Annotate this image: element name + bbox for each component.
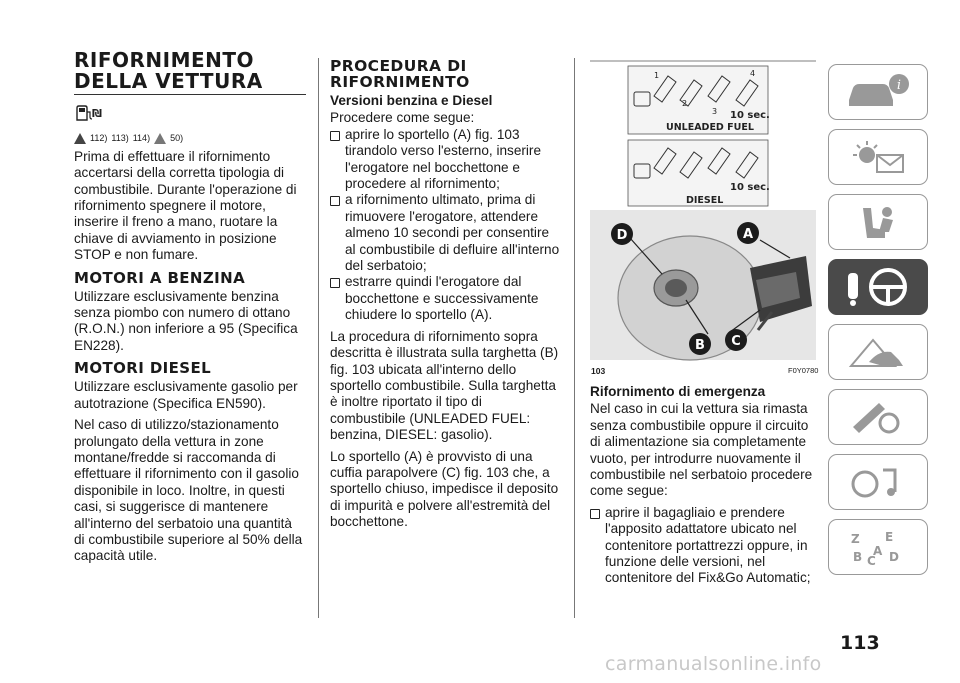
index-letters-icon [843, 527, 913, 567]
list-item-text: a rifornimento ultimato, prima di rimuovere l'erogatore, attendere almeno 10 secondi per consentire al combustibile di defluire all'interno del serbatoio; [345, 192, 560, 274]
tab-emergency[interactable] [828, 324, 928, 380]
emergency-text: Nel caso in cui la vettura sia rimasta senza combustibile oppure il circuito di alimentazione sia completamente vuoto, per introdurre nuovamente il combustibile nel serbatoio procedere come segue: [590, 401, 813, 499]
column-divider [318, 58, 319, 618]
tab-starting-driving[interactable] [828, 259, 928, 315]
environment-icon [154, 133, 166, 144]
key-steering-icon [838, 265, 918, 309]
callout-label: D [616, 228, 628, 243]
list-item [590, 505, 816, 587]
page-number: 113 [840, 632, 880, 654]
procedure-para-2: Lo sportello (A) è provvisto di una cuffia parapolvere (C) fig. 103 che, a sportello chiuso, impedisce il deposito di impurità e polvere all'estremità del bocchettone. [330, 448, 559, 530]
procedure-lead: Procedere come segue: [330, 110, 475, 126]
diesel-label: DIESEL [686, 195, 724, 206]
svg-text:Z: Z [851, 532, 860, 546]
unleaded-label: UNLEADED FUEL [666, 122, 754, 133]
procedure-subtitle: Versioni benzina e Diesel [330, 93, 493, 108]
warning-references [74, 130, 306, 146]
svg-text:C: C [867, 554, 876, 567]
list-item-text: estrarre quindi l'erogatore dal bocchettone e successivamente chiudere lo sportello (A). [345, 274, 539, 323]
service-tools-icon [843, 397, 913, 437]
svg-text:i: i [896, 78, 902, 93]
svg-text:A: A [873, 544, 883, 558]
warning-ref[interactable]: 114) [132, 133, 151, 144]
tab-warning-lights[interactable] [828, 129, 928, 185]
diesel-text-1: Utilizzare esclusivamente gasolio per autotrazione (Specifica EN590). [74, 379, 298, 411]
warning-ref[interactable]: 113) [111, 133, 129, 144]
warning-ref[interactable]: 50) [170, 133, 184, 144]
figure-code: F0Y0780 [788, 366, 819, 375]
callout-label: A [742, 227, 754, 242]
warning-ref[interactable]: 112) [90, 133, 108, 144]
svg-text:D: D [889, 550, 899, 564]
list-item-text: aprire il bagagliaio e prendere l'apposito adattatore ubicato nel contenitore portattrezzi oppure, in funzione delle versioni, nel contenitore del Fix&Go Automatic; [605, 504, 811, 586]
timer-label: 10 sec. [730, 182, 770, 193]
callout-label: B [695, 338, 705, 353]
right-column [590, 384, 816, 587]
fuel-pump-icon [74, 104, 116, 126]
watermark[interactable]: carmanualsonline.info [605, 653, 822, 675]
middle-column [330, 58, 560, 536]
svg-text:B: B [853, 550, 863, 564]
checkbox-icon [330, 278, 340, 288]
chapter-tabs [828, 64, 930, 584]
step-number: 3 [712, 107, 718, 116]
step-number: 4 [750, 69, 756, 78]
figure-number: 103 [591, 366, 606, 376]
column-divider [574, 58, 575, 618]
checkbox-icon [330, 131, 340, 141]
callout-label: C [731, 334, 741, 349]
step-number: 1 [654, 71, 660, 80]
list-item-text: aprire lo sportello (A) fig. 103 tirandolo verso l'esterno, inserire l'erogatore nel bocchettone e procedere al rifornimento; [345, 126, 542, 192]
airbag-seat-icon [843, 202, 913, 242]
list-item [330, 274, 560, 323]
fuel-door-figure [590, 60, 816, 368]
diesel-text-2: Nel caso di utilizzo/stazionamento prolungato della vettura in zone montane/fredde si raccomanda di effettuare il rifornimento con il gasolio disponibile in loco. Inoltre, in questi casi, si suggerisce di mantenere all'interno del serbatoio una quantità di combustibile superiore al 50% della capacità utile. [74, 417, 303, 564]
checkbox-icon [330, 196, 340, 206]
petrol-text: Utilizzare esclusivamente benzina senza piombo con numero di ottano (R.O.N.) non inferiore a 95 (Specifica EN228). [74, 288, 298, 353]
tab-index[interactable] [828, 519, 928, 575]
tab-safety[interactable] [828, 194, 928, 250]
car-info-icon [843, 72, 913, 112]
warning-triangle-icon [74, 133, 86, 144]
list-item [330, 127, 560, 193]
svg-text:E: E [885, 530, 894, 544]
list-item [330, 192, 560, 274]
procedure-para-1: La procedura di rifornimento sopra descritta è illustrata sulla targhetta (B) fig. 103 ubicata all'interno dello sportello combustibile. Sulla targhetta è inoltre riportato il tipo di combustibile (UNLEADED FUEL: benzina, DIESEL: gasolio). [330, 328, 559, 443]
emergency-subtitle: Rifornimento di emergenza [590, 384, 766, 399]
tab-car-info[interactable] [828, 64, 928, 120]
section-title: RIFORNIMENTO DELLA VETTURA [74, 48, 263, 93]
tab-multimedia[interactable] [828, 454, 928, 510]
timer-label: 10 sec. [730, 110, 770, 121]
title-underline [74, 94, 306, 95]
procedure-title: PROCEDURA DI RIFORNIMENTO [330, 57, 470, 91]
road-warning-icon [843, 332, 913, 372]
diesel-heading: MOTORI DIESEL [74, 359, 212, 378]
multimedia-icon [843, 462, 913, 502]
step-number: 2 [682, 99, 688, 108]
left-column [74, 50, 306, 570]
svg-text:₪: ₪ [92, 107, 102, 120]
tab-maintenance[interactable] [828, 389, 928, 445]
intro-text: Prima di effettuare il rifornimento accertarsi della corretta tipologia di combustibile. Durante l'operazione di rifornimento spegnere il motore, inserire il freno a mano, ruotare la chiave di avviamento in posizione STOP e non fumare. [74, 148, 297, 263]
checkbox-icon [590, 509, 600, 519]
petrol-heading: MOTORI A BENZINA [74, 268, 246, 287]
warning-lights-icon [843, 137, 913, 177]
